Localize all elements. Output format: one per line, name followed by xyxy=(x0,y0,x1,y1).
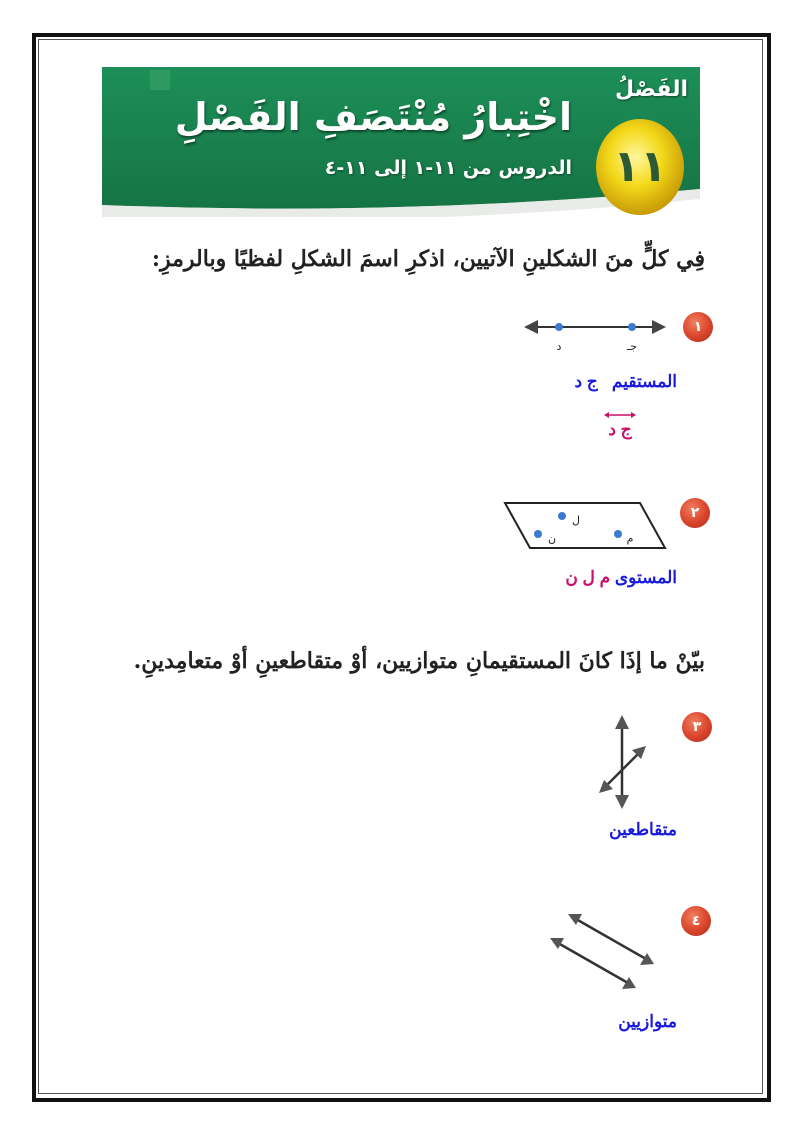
answer-1-letters: ج د xyxy=(574,372,598,391)
arrow-icon xyxy=(550,938,564,949)
question-badge-4: ٤ xyxy=(681,906,711,936)
arrow-right-icon xyxy=(652,320,666,334)
parallel-line-2 xyxy=(558,943,628,983)
answer-2-letters: م ل ن xyxy=(565,568,611,587)
answer-1-word: المستقيم xyxy=(611,372,677,391)
answer-2-word: المستوى xyxy=(614,568,677,587)
line-symbol-arrow-icon xyxy=(603,410,637,420)
question-badge-2: ٢ xyxy=(680,498,710,528)
chapter-banner xyxy=(102,67,700,217)
intersecting-lines-figure xyxy=(594,712,654,812)
answer-4: متوازيين xyxy=(618,1012,677,1031)
answer-1-text xyxy=(574,372,677,392)
arrow-down-icon xyxy=(615,795,629,809)
chapter-number: ١١ xyxy=(613,141,667,192)
point-d xyxy=(555,323,563,331)
question-badge-3: ٣ xyxy=(682,712,712,742)
arrow-icon xyxy=(640,953,654,965)
point-label-j: جـ xyxy=(626,340,638,353)
parallel-line-1 xyxy=(576,919,646,959)
chapter-label: الفَصْلُ xyxy=(615,77,688,102)
point-label-d: د xyxy=(556,340,562,353)
plane-figure xyxy=(500,496,670,556)
answer-1-symbol xyxy=(600,410,640,440)
arrow-left-icon xyxy=(524,320,538,334)
point-l xyxy=(558,512,566,520)
page-title: اخْتِبارُ مُنْتَصَفِ الفَصْلِ xyxy=(174,95,572,139)
answer-2-text xyxy=(565,568,677,588)
plane-parallelogram xyxy=(505,503,665,548)
point-label-n: ن xyxy=(547,532,557,545)
point-j xyxy=(628,323,636,331)
answer-1-symbol-letters: ج د xyxy=(608,420,632,439)
parallel-lines-figure xyxy=(548,905,658,995)
lessons-range: الدروس من ١١-١ إلى ١١-٤ xyxy=(324,157,572,179)
point-m xyxy=(614,530,622,538)
point-n xyxy=(534,530,542,538)
answer-3: متقاطعين xyxy=(609,820,677,839)
arrow-up-icon xyxy=(615,715,629,729)
instruction-1: فِي كلٍّ منَ الشكلينِ الآتيين، اذكرِ اسمَ الشكلِ لفظيًا وبالرمزِ: xyxy=(151,246,705,272)
line-figure xyxy=(520,312,670,354)
point-label-m: م xyxy=(626,532,634,545)
point-label-l: ل xyxy=(572,514,580,527)
arrow-icon xyxy=(622,977,636,989)
question-badge-1: ١ xyxy=(683,312,713,342)
arrow-icon xyxy=(568,914,582,925)
instruction-2: بيّنْ ما إذَا كانَ المستقيمانِ متوازيين، أوْ متقاطعينِ أوْ متعامِدينِ. xyxy=(133,648,705,674)
